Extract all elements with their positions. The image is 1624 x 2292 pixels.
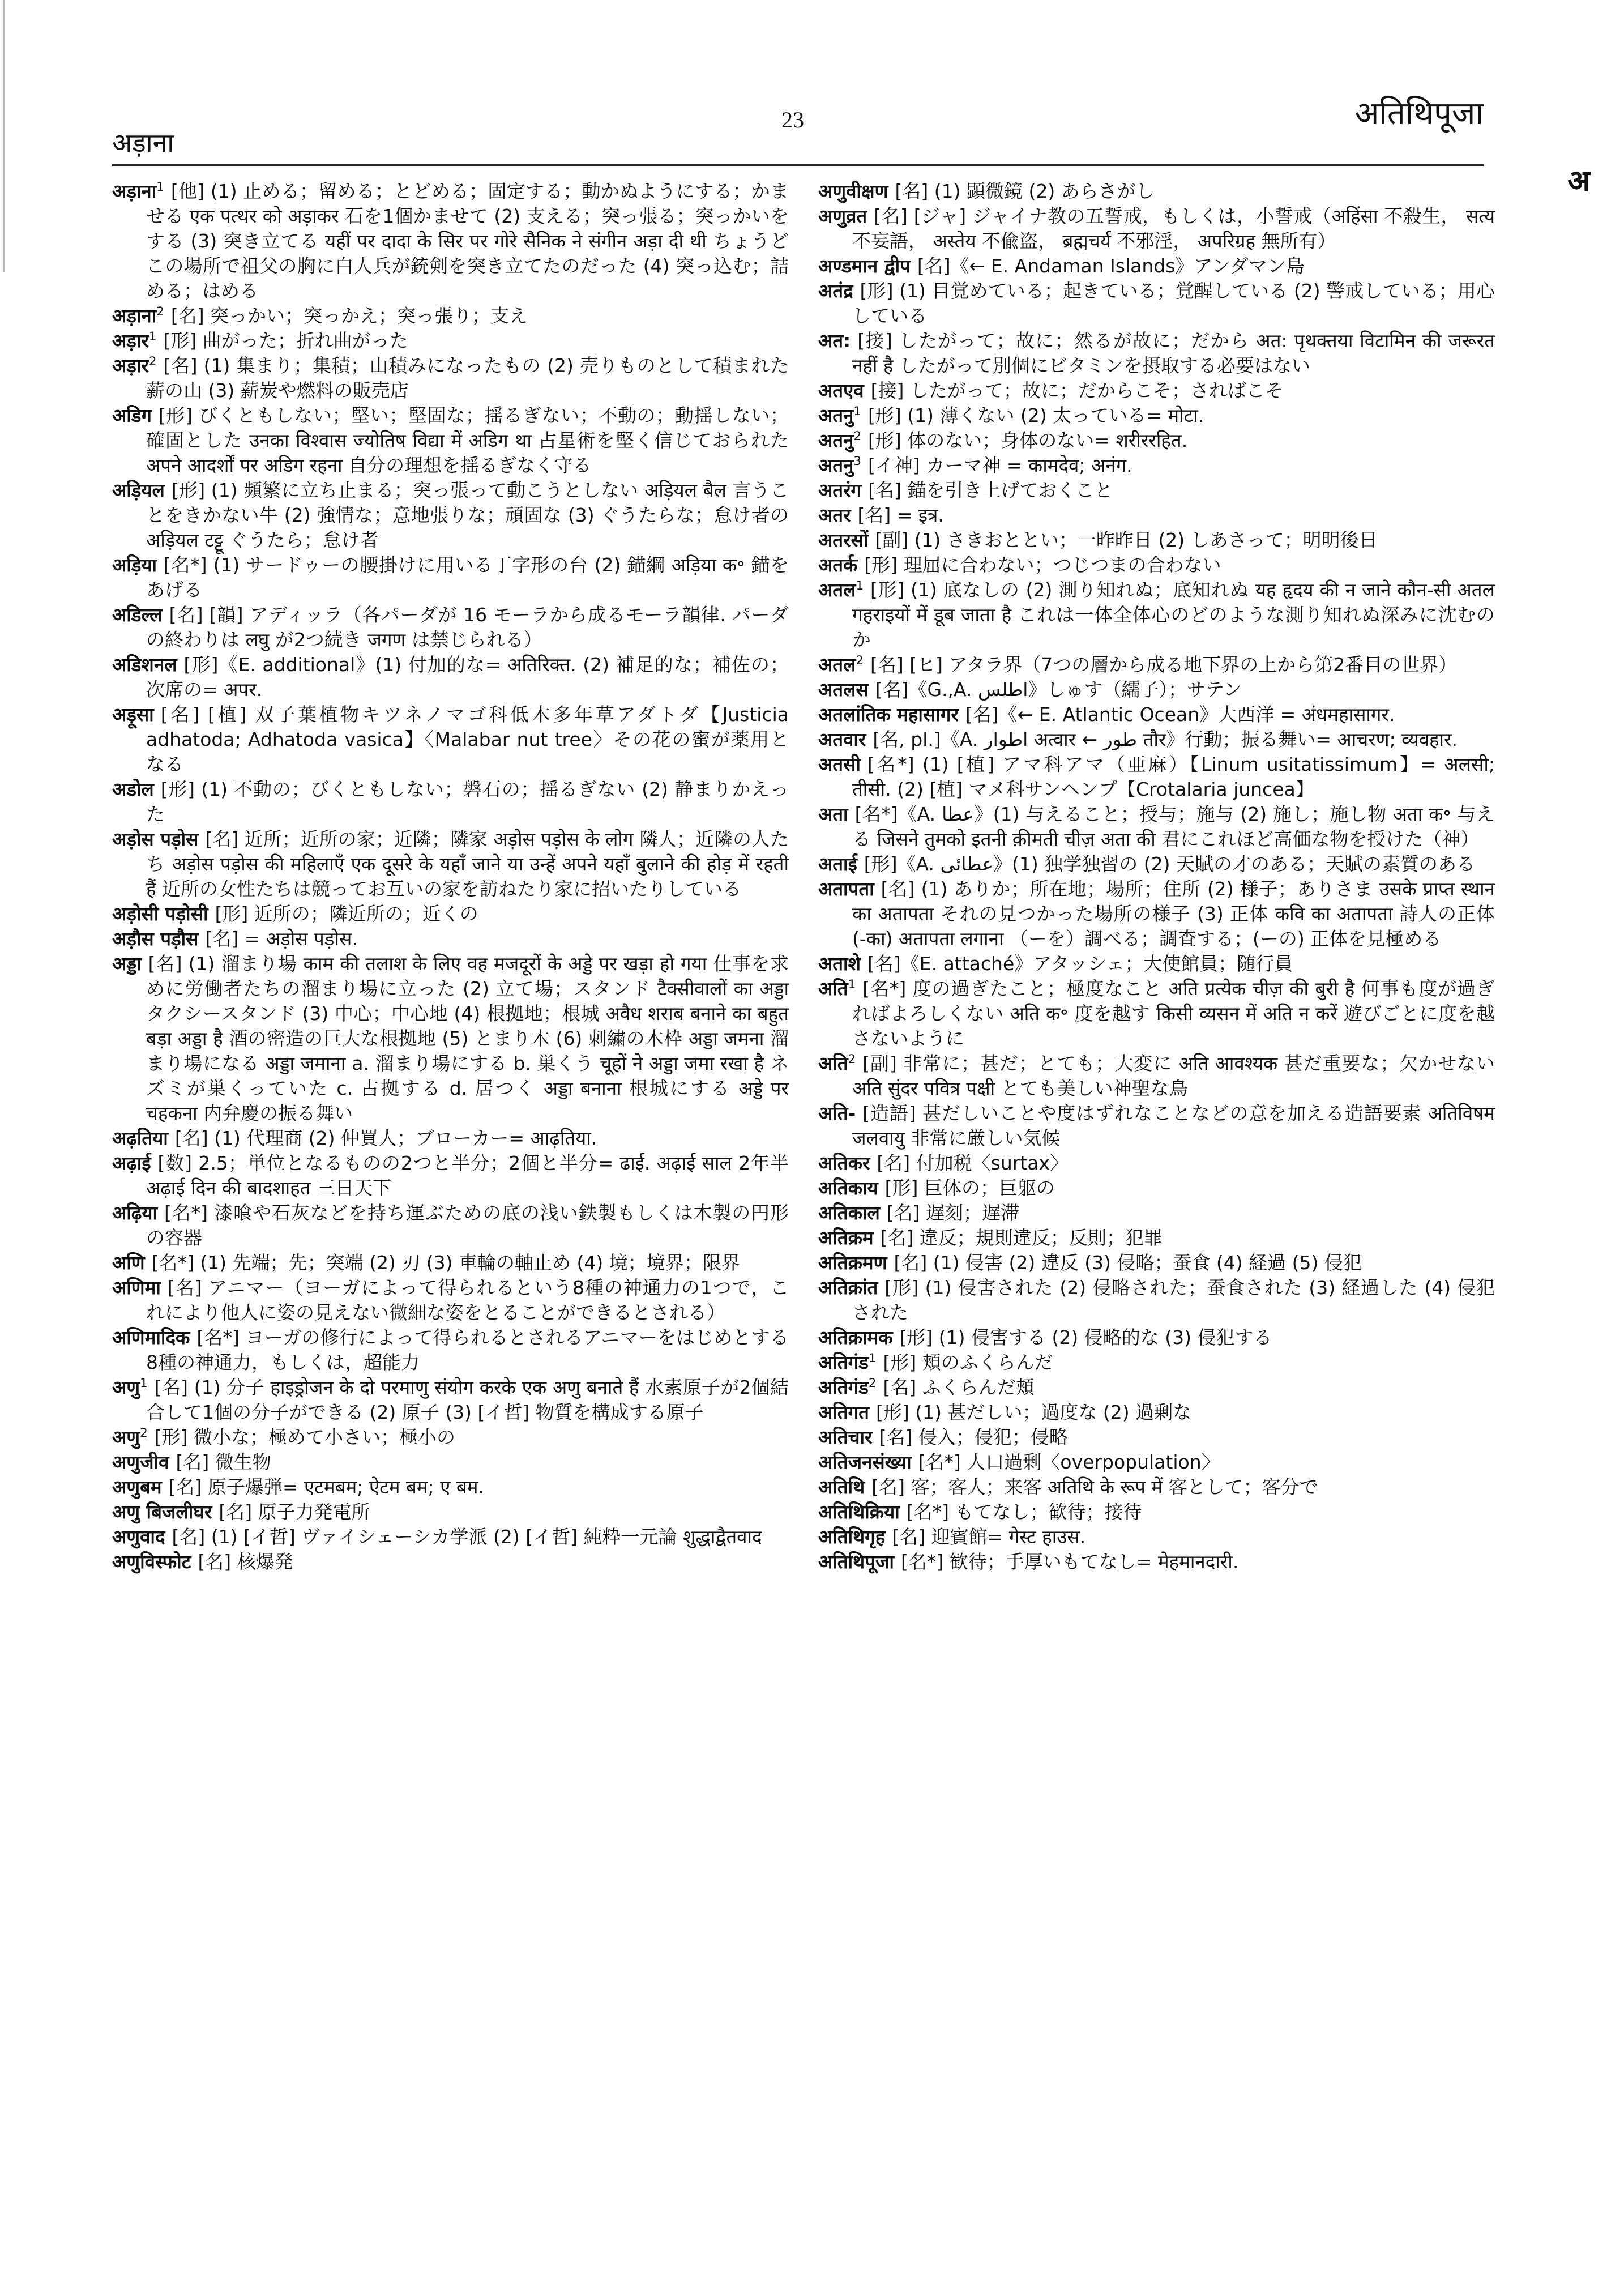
dictionary-entry [112, 702, 789, 777]
definition: [名]《← E. Atlantic Ocean》大西洋 = अंधमहासागर. [965, 703, 1395, 725]
running-head-left: अड़ाना [112, 127, 174, 158]
definition: [名] 原子力発電所 [219, 1501, 370, 1523]
dictionary-entry [818, 1101, 1495, 1151]
definition: [名] 錨を引き上げておくこと [868, 479, 1113, 501]
definition: [名] (1) [イ哲] ヴァイシェーシカ学派 (2) [イ哲] 純粋一元論 शुद्धाद्वैतवाद [172, 1526, 762, 1548]
dictionary-entry [818, 478, 1495, 503]
headword: अणुजीव [112, 1451, 169, 1473]
dictionary-entry [818, 279, 1495, 328]
dictionary-entry [112, 1550, 789, 1574]
dictionary-entry [112, 1201, 789, 1250]
headword: अडिशनल [112, 654, 177, 676]
headword: अता [818, 803, 848, 825]
dictionary-entry [818, 1176, 1495, 1201]
dictionary-entry [818, 1450, 1495, 1475]
dictionary-entry [112, 652, 789, 702]
headword: अड़िया [112, 554, 157, 576]
headword: अतिक्रामक [818, 1326, 893, 1348]
definition: [形] (1) 甚だしい；過度な (2) 過剰な [875, 1401, 1192, 1423]
dictionary-entry [112, 951, 789, 1126]
dictionary-entry [112, 1275, 789, 1325]
definition: [名] [韻] アディッラ（各パーダが 16 モーラから成るモーラ韻律. パーダの終わりは लघु が2つ続き जगण は禁じられる） [146, 604, 789, 651]
headword: अतरसों [818, 529, 869, 551]
definition: [名] 近所；近所の家；近隣；隣家 अड़ोस पड़ोस के लोग 隣人；近隣の人たち अड़ोस पड़ोस की महिलाएँ एक दूसरे के यहाँ जाने या उन्हें अपने यहाँ बुलाने की होड़ में रहती हैं 近所の女性たちは競ってお互いの家を訪ねたり家に招いたりしている [146, 828, 789, 900]
running-head-right: अतिथिपूजा [1354, 95, 1484, 132]
headword: अड़ार [112, 355, 149, 377]
definition: [名]《← E. Andaman Islands》アンダマン島 [917, 255, 1305, 277]
headword: अणुविस्फोट [112, 1551, 191, 1573]
dictionary-entry [112, 1126, 789, 1151]
definition: [副] 非常に；甚だ；とても；大変に अति आवश्यक 甚だ重要な；欠かせない अति सुंदर पवित्र पक्षी とても美しい神聖な鳥 [852, 1052, 1495, 1099]
headword: अड़ियल [112, 479, 165, 501]
headword: अणि [112, 1252, 145, 1274]
headword: अढ़तिया [112, 1127, 168, 1149]
dictionary-entry [818, 1250, 1495, 1275]
dictionary-entry [818, 652, 1495, 677]
right-column [818, 179, 1495, 1574]
dictionary-entry [818, 727, 1495, 752]
dictionary-entry [112, 603, 789, 652]
headword: अतिकाय [818, 1177, 878, 1199]
definition: [名, pl.]《A. اطوار अत्वार ← طور तौर》行動；振る舞い= आचरण; व्यवहार. [873, 728, 1458, 750]
headword: अतिथिगृह [818, 1526, 886, 1548]
definition: [形] 曲がった；折れ曲がった [163, 330, 408, 352]
definition: [形]《A. عطائی》(1) 独学独習の (2) 天賦の才のある；天賦の素質のある [864, 853, 1475, 875]
dictionary-entry [818, 976, 1495, 1051]
definition: [名] (1) 代理商 (2) 仲買人；ブローカー= आढ़तिया. [174, 1127, 597, 1149]
dictionary-entry [818, 852, 1495, 877]
dictionary-entry [818, 802, 1495, 852]
definition: [形] 体のない；身体のない= शरीररहित. [867, 429, 1188, 451]
headword: अतिथिपूजा [818, 1551, 894, 1573]
definition: [形] 近所の；隣近所の；近くの [215, 903, 478, 925]
homograph-number: 1 [140, 1376, 148, 1390]
headword: अतनु [818, 454, 854, 476]
definition: [名] [植] 双子葉植物キツネノマゴ科低木多年草アダトダ【Justicia adhatoda; Adhatoda vasica】〈Malabar nut tree〉その花の蜜が薬用となる [146, 703, 789, 775]
definition: [形] (1) 侵害された (2) 侵略された；蚕食された (3) 経過した (4) 侵犯された [852, 1277, 1495, 1324]
definition: [名] 微生物 [176, 1451, 271, 1473]
dictionary-entry [818, 677, 1495, 702]
dictionary-entry [818, 1475, 1495, 1500]
dictionary-entry [818, 1375, 1495, 1400]
dictionary-entry [818, 877, 1495, 951]
definition: [名*] 歓待；手厚いもてなし= मेहमानदारी. [900, 1551, 1239, 1573]
dictionary-entry [818, 1425, 1495, 1450]
headword: अतिकर [818, 1152, 870, 1174]
dictionary-entry [818, 204, 1495, 254]
dictionary-entry [112, 1325, 789, 1375]
definition: [形] (1) 目覚めている；起きている；覚醒している (2) 警戒している；用心している [852, 280, 1495, 327]
definition: [名] ふくらんだ頬 [883, 1376, 1035, 1398]
definition: [名] (1) 溜まり場 काम की तलाश के लिए वह मजदूरों के अड्डे पर खड़ा हो गया 仕事を求めに労働者たちの溜まり場に立った (2) 立て場；スタンド टैक्सीवालों का अड्डा タクシースタンド (3) 中心；中心地 (4) 根拠地；根城 अवैध शराब बनाने का बहुत बड़ा अड्डा है 酒の密造の巨大な根拠地 (5) とまり木 (6) 刺繍の木枠 अड्डा जमना 溜まり場になる अड्डा जमाना a. 溜まり場にする b. 巣くう चूहों ने अड्डा जमा रखा है ネズミが巣くっていた c. 占拠する d. 居つく अड्डा बनाना 根城にする अड्डे पर चहकना 内弁慶の振る舞い [146, 953, 789, 1124]
dictionary-entry [818, 951, 1495, 976]
dictionary-entry [818, 578, 1495, 652]
homograph-number: 2 [156, 305, 164, 319]
dictionary-entry [818, 553, 1495, 578]
dictionary-entry [112, 1500, 789, 1525]
definition: [名*] (1) [植] アマ科アマ（亜麻）【Linum usitatissimum】= अलसी; तीसी. (2) [植] マメ科サンヘンプ【Crotalaria juncea】 [852, 753, 1495, 800]
headword: अड़ोसी पड़ोसी [112, 903, 208, 925]
dictionary-entry [112, 777, 789, 827]
definition: [名] 違反；規則違反；反則；犯罪 [880, 1227, 1163, 1249]
definition: [形] (1) 頻繁に立ち止まる；突っ張って動こうとしない अड़ियल बैल 言うことをきかない牛 (2) 強情な；意地張りな；頑固な (3) ぐうたらな；怠け者の अड़ियल टट्टू ぐうたら；怠け者 [146, 479, 789, 551]
definition: [名]《G.,A. اطلس》しゅす（繻子）；サテン [875, 678, 1242, 701]
definition: [形] (1) 底なしの (2) 測り知れぬ；底知れぬ यह हृदय की न जाने कौन-सी अतल गहराइयों में डूब जाता है これは一体全体心のどのような測り知れぬ深みに沈むのか [852, 579, 1495, 651]
dictionary-entry [112, 1375, 789, 1425]
headword: अतलस [818, 678, 869, 701]
definition: [形] 理屈に合わない；つじつまの合わない [864, 554, 1221, 576]
definition: [名] (1) ありか；所在地；場所；住所 (2) 様子；ありさま उसके प्राप्त स्थान का अतापता それの見つかった場所の様子 (3) 正体 कवि का अतापता 詩人の正体 (-का) अतापता लगाना （ーを）調べる；調査する；(ーの) 正体を見極める [852, 878, 1495, 950]
dictionary-entry [112, 902, 789, 927]
headword: अतलांतिक महासागर [818, 703, 959, 725]
definition: [副] (1) さきおととい；一昨昨日 (2) しあさって；明明後日 [875, 529, 1378, 551]
headword: अतल [818, 579, 856, 601]
headword: अति- [818, 1102, 856, 1124]
definition: [名] (1) 集まり；集積；山積みになったもの (2) 売りものとして積まれた薪の山 (3) 薪炭や燃料の販売店 [146, 355, 789, 402]
headword: अणुबम [112, 1476, 162, 1498]
headword: अतनु [818, 404, 854, 426]
headword: अतिक्रांत [818, 1277, 878, 1299]
definition: [名*] (1) サードゥーの腰掛けに用いる丁字形の台 (2) 錨綱 अड़िया क॰ 錨をあげる [146, 554, 789, 601]
homograph-number: 1 [853, 404, 861, 419]
dictionary-entry [112, 927, 789, 951]
headword: अणिमादिक [112, 1326, 190, 1348]
thumb-index: अ [1567, 164, 1590, 198]
headword: अणिमा [112, 1277, 161, 1299]
dictionary-entry [112, 1450, 789, 1475]
definition: [形] (1) 不動の；びくともしない；磐石の；揺るぎない (2) 静まりかえった [146, 778, 789, 825]
page-header [0, 0, 1624, 170]
headword: अताई [818, 853, 857, 875]
definition: [接] したがって；故に；然るが故に；だから अत: पृथक्तया विटामिन की जरूरत नहीं है したがって別個にビタミンを摂取する必要はない [852, 330, 1495, 377]
dictionary-entry [818, 702, 1495, 727]
dictionary-entry [112, 1475, 789, 1500]
homograph-number: 2 [853, 429, 861, 443]
definition: [形] 微小な；極めて小さい；極小の [154, 1426, 455, 1448]
dictionary-entry [112, 403, 789, 478]
headword: अतल [818, 654, 856, 676]
left-column [112, 179, 789, 1574]
dictionary-entry [818, 254, 1495, 279]
definition: [名] [ジャ] ジャイナ教の五誓戒，もしくは，小誓戒（अहिंसा 不殺生， सत्य 不妄語， अस्तेय 不偸盗， ब्रह्मचर्य 不邪淫， अपरिग्रह 無所有） [852, 205, 1495, 252]
homograph-number: 1 [156, 180, 164, 194]
definition: [名] 客；客人；来客 अतिथि के रूप में 客として；客分で [871, 1476, 1318, 1498]
dictionary-entry [818, 328, 1495, 378]
definition: [名*] 人口過剰〈overpopulation〉 [918, 1451, 1220, 1473]
definition: [名] 侵入；侵犯；侵略 [879, 1426, 1068, 1448]
dictionary-entry [818, 1350, 1495, 1375]
headword: अतापता [818, 878, 874, 900]
definition: [名] (1) 顕微鏡 (2) あらさがし [895, 180, 1155, 202]
definition: [名*] 度の過ぎたこと；極度なこと अति प्रत्येक चीज़ की बुरी है 何事も度が過ぎればよろしくない अति क॰ 度を越す किसी व्यसन में अति न करें 遊びごとに度を越さないように [852, 978, 1495, 1049]
dictionary-entry [818, 1051, 1495, 1101]
headword: अताशे [818, 953, 861, 975]
headword: अतिक्रम [818, 1227, 874, 1249]
dictionary-entry [112, 179, 789, 304]
dictionary-entry [818, 1275, 1495, 1325]
headword: अतसी [818, 753, 861, 775]
dictionary-entry [112, 304, 789, 328]
dictionary-entry [818, 1201, 1495, 1226]
headword: अतिकाल [818, 1202, 880, 1224]
headword: अतवार [818, 728, 866, 750]
headword: अतिचार [818, 1426, 873, 1448]
headword: अणु बिजलीघर [112, 1501, 212, 1523]
definition: [名*] 漆喰や石灰などを持ち運ぶための底の浅い鉄製もしくは木製の円形の容器 [146, 1202, 789, 1249]
definition: [形] 頬のふくらんだ [883, 1351, 1053, 1373]
headword: अति [818, 1052, 848, 1074]
headword: अतरंग [818, 479, 862, 501]
headword: अड़ोस पड़ोस [112, 828, 199, 850]
definition: [名] = इत्र. [857, 504, 944, 526]
headword: अतनु [818, 429, 854, 451]
dictionary-entry [818, 378, 1495, 403]
definition: [名] [ヒ] アタラ界（7つの層から成る地下界の上から第2番目の世界） [870, 654, 1458, 676]
definition: [名] (1) 分子 हाइड्रोजन के दो परमाणु संयोग करके एक अणु बनाते हैं 水素原子が2個結合して1個の分子ができる (2) 原子 (3) [イ哲] 物質を構成する原子 [146, 1376, 789, 1423]
dictionary-entry [818, 528, 1495, 553]
headword: अडिल्ल [112, 604, 163, 626]
homograph-number: 1 [868, 1351, 877, 1365]
definition: [形] (1) 侵害する (2) 侵略的な (3) 侵犯する [899, 1326, 1272, 1348]
definition: [名] (1) 侵害 (2) 違反 (3) 侵略；蚕食 (4) 経過 (5) 侵犯 [894, 1252, 1362, 1274]
headword: अणुवीक्षण [818, 180, 888, 202]
definition: [他] (1) 止める；留める；とどめる；固定する；動かぬようにする；かませる एक पत्थर को अड़ाकर 石を1個かませて (2) 支える；突っ張る；突っかいをする (3) 突き立てる यहीं पर दादा के सिर पर गोरे सैनिक ने संगीन अड़ा दी थी ちょうどこの場所で祖父の胸に白人兵が銃剣を突き立てたのだった (4) 突っ込む；詰める；はめる [146, 180, 789, 302]
headword: अड़ौस पड़ौस [112, 928, 199, 950]
dictionary-entry [818, 1400, 1495, 1425]
dictionary-entry [818, 1500, 1495, 1525]
dictionary-entry [112, 827, 789, 902]
headword: अति [818, 978, 848, 1000]
definition: [造語] 甚だしいことや度はずれなことなどの意を加える造語要素 अतिविषम जलवायु 非常に厳しい気候 [852, 1102, 1495, 1149]
headword: अतिगंड [818, 1351, 869, 1373]
definition: [名] アニマー（ヨーガによって得られるという8種の神通力の1つで，これにより他人に姿の見えない微細な姿をとることができるとされる） [146, 1277, 789, 1324]
homograph-number: 1 [848, 978, 856, 992]
homograph-number: 2 [148, 355, 157, 369]
headword: अतर [818, 504, 851, 526]
dictionary-entry [818, 428, 1495, 453]
definition: [イ神] カーマ神 = कामदेव; अनंग. [867, 454, 1132, 476]
dictionary-entry [818, 1151, 1495, 1176]
definition: [名] 核爆発 [198, 1551, 293, 1573]
headword: अणु [112, 1376, 140, 1398]
dictionary-entry [112, 1151, 789, 1201]
headword: अणुव्रत [818, 205, 867, 227]
headword: अतिगत [818, 1401, 869, 1423]
headword: अडिग [112, 404, 152, 426]
dictionary-entry [112, 353, 789, 403]
dictionary-entry [818, 453, 1495, 478]
dictionary-entry [112, 328, 789, 353]
dictionary-entry [112, 478, 789, 553]
dictionary-entry [818, 1226, 1495, 1250]
definition: [名]《E. attaché》アタッシェ；大使館員；随行員 [867, 953, 1293, 975]
dictionary-entry [112, 1250, 789, 1275]
definition: [名*] もてなし；歓待；接待 [906, 1501, 1142, 1523]
headword: अत: [818, 330, 851, 352]
definition: [名] 迎賓館= गेस्ट हाउस. [892, 1526, 1086, 1548]
headword: अतर्क [818, 554, 858, 576]
headword: अडोल [112, 778, 154, 800]
definition: [名] 原子爆弾= एटमबम; ऐटम बम; ए बम. [168, 1476, 484, 1498]
definition: [形] 巨体の；巨躯の [884, 1177, 1055, 1199]
headword: अड़ार [112, 330, 149, 352]
headword: अणुवाद [112, 1526, 165, 1548]
headword: अड़ूसा [112, 703, 154, 725]
definition: [形] びくともしない；堅い；堅固な；揺るぎない；不動の；動揺しない；確固とした उनका विश्वास ज्योतिष विद्या में अडिग था 占星術を堅く信じておられた अपने आदर्शों पर अडिग रहना 自分の理想を揺るぎなく守る [146, 404, 789, 476]
headword: अड्डा [112, 953, 142, 975]
headword: अड़ाना [112, 305, 157, 327]
headword: अणु [112, 1426, 140, 1448]
dictionary-entry [818, 752, 1495, 802]
dictionary-entry [112, 1425, 789, 1450]
homograph-number: 2 [856, 654, 864, 668]
headword: अढ़िया [112, 1202, 158, 1224]
header-rule [112, 164, 1484, 166]
dictionary-entry [818, 1525, 1495, 1550]
definition: [名*]《A. عطا》(1) 与えること；授与；施与 (2) 施し；施し物 अता क॰ 与える जिसने तुमको इतनी क़ीमती चीज़ अता की 君にこれほど高価な物を授けた（神） [852, 803, 1495, 850]
definition: [形]《E. additional》(1) 付加的な= अतिरिक्त. (2) 補足的な；補佐の；次席の= अपर. [146, 654, 789, 701]
dictionary-entry [818, 503, 1495, 528]
headword: अतिथि [818, 1476, 865, 1498]
dictionary-entry [818, 1325, 1495, 1350]
homograph-number: 3 [853, 454, 861, 468]
definition: [名] = अड़ोस पड़ोस. [205, 928, 358, 950]
definition: [接] したがって；故に；だからこそ；さればこそ [870, 379, 1284, 402]
headword: अढ़ाई [112, 1152, 151, 1174]
dictionary-entry [818, 403, 1495, 428]
headword: अतिथिक्रिया [818, 1501, 900, 1523]
dictionary-entry [818, 179, 1495, 204]
homograph-number: 2 [848, 1052, 856, 1066]
dictionary-entry [112, 553, 789, 603]
page-number: 23 [781, 107, 804, 133]
definition: [形] (1) 薄くない (2) 太っている= मोटा. [867, 404, 1204, 426]
dictionary-entry [818, 1550, 1495, 1574]
definition: [名] 遅刻；遅滞 [886, 1202, 1020, 1224]
definition: [名*] ヨーガの修行によって得られるとされるアニマーをはじめとする8種の神通力，もしくは，超能力 [146, 1326, 789, 1373]
definition: [名*] (1) 先端；先；突端 (2) 刃 (3) 車輪の軸止め (4) 境；境界；限界 [151, 1252, 740, 1274]
headword: अतिक्रमण [818, 1252, 887, 1274]
dictionary-entry [112, 1525, 789, 1550]
headword: अतएव [818, 379, 864, 402]
definition: [名] 付加税〈surtax〉 [877, 1152, 1069, 1174]
headword: अड़ाना [112, 180, 157, 202]
homograph-number: 2 [140, 1426, 148, 1440]
headword: अतिजनसंख्या [818, 1451, 912, 1473]
homograph-number: 2 [868, 1376, 877, 1390]
headword: अतंद्र [818, 280, 853, 302]
headword: अण्डमान द्वीप [818, 255, 911, 277]
homograph-number: 1 [856, 579, 864, 593]
definition: [数] 2.5；単位となるものの2つと半分；2個と半分= ढाई. अढ़ाई साल 2年半 अढ़ाई दिन की बादशाहत 三日天下 [146, 1152, 789, 1199]
definition: [名] 突っかい；突っかえ；突っ張り；支え [170, 305, 528, 327]
headword: अतिगंड [818, 1376, 869, 1398]
homograph-number: 1 [148, 330, 157, 344]
